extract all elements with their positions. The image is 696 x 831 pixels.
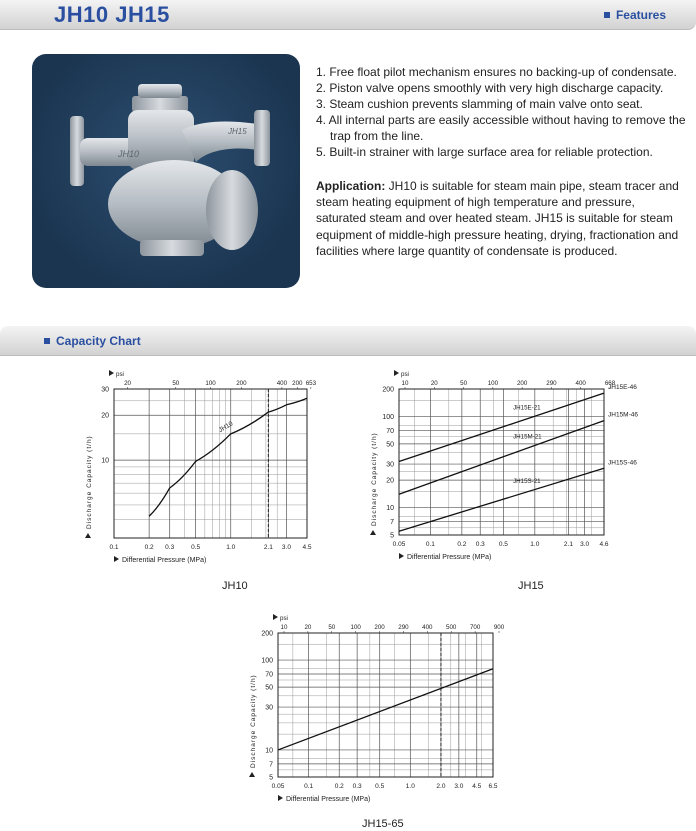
square-bullet-icon bbox=[604, 12, 610, 18]
feature-item: 2. Piston valve opens smoothly with very high discharge capacity. bbox=[316, 81, 664, 95]
x-tick-label: 0.05 bbox=[392, 541, 406, 548]
psi-tick-label: 50 bbox=[172, 380, 180, 387]
psi-tick-label: 400 bbox=[575, 380, 586, 387]
y-tick-label: 5 bbox=[269, 774, 273, 782]
application-label: Application: bbox=[316, 179, 386, 193]
chart-svg bbox=[238, 609, 553, 813]
body-marking-right: JH15 bbox=[228, 127, 247, 136]
x-axis-label: Differential Pressure (MPa) bbox=[286, 796, 371, 803]
y-tick-label: 200 bbox=[382, 386, 394, 394]
x-tick-label: 3.0 bbox=[580, 541, 590, 548]
x-tick-label: 0.5 bbox=[375, 783, 385, 790]
x-tick-label: 0.1 bbox=[109, 544, 119, 551]
series-label: JH15S-46 bbox=[608, 459, 637, 467]
y-tick-label: 30 bbox=[101, 386, 109, 394]
y-tick-label: 7 bbox=[390, 519, 394, 527]
y-arrow-icon bbox=[370, 530, 376, 535]
application-paragraph bbox=[316, 178, 682, 259]
series-line bbox=[278, 669, 493, 750]
psi-tick-label: 20 bbox=[304, 624, 312, 631]
series-label: JH15E-46 bbox=[608, 384, 637, 392]
chart-caption-jh15: JH15 bbox=[518, 580, 544, 592]
steam-trap-image bbox=[32, 54, 300, 288]
x-tick-label: 6.5 bbox=[488, 783, 498, 790]
y-tick-label: 20 bbox=[386, 477, 394, 485]
x-tick-label: 0.3 bbox=[165, 544, 175, 551]
psi-tick-label: 200 bbox=[516, 380, 528, 387]
y-tick-label: 70 bbox=[265, 671, 273, 679]
features-heading-label: Features bbox=[615, 8, 666, 22]
x-axis-label: Differential Pressure (MPa) bbox=[122, 557, 207, 564]
x-tick-label: 0.3 bbox=[352, 783, 362, 790]
psi-arrow-icon bbox=[109, 370, 114, 376]
psi-tick-label: 100 bbox=[350, 624, 361, 631]
series-left-label: JH15E-21 bbox=[513, 404, 541, 412]
x-tick-label: 3.0 bbox=[454, 783, 464, 790]
psi-tick-label: 900 bbox=[493, 624, 505, 631]
x-tick-label: 4.5 bbox=[472, 783, 482, 790]
x-tick-label: 4.5 bbox=[302, 544, 312, 551]
x-axis-label: Differential Pressure (MPa) bbox=[407, 554, 492, 561]
features-list bbox=[316, 64, 694, 160]
y-tick-label: 70 bbox=[386, 428, 394, 436]
chart-caption-jh10: JH10 bbox=[222, 580, 248, 592]
y-axis-label: Discharge Capacity (t/h) bbox=[371, 432, 378, 526]
x-tick-label: 0.5 bbox=[191, 544, 201, 551]
psi-tick-label: 653 bbox=[305, 380, 317, 387]
psi-label: psi bbox=[116, 371, 124, 378]
capacity-heading-label: Capacity Chart bbox=[56, 334, 141, 348]
x-tick-label: 3.0 bbox=[281, 544, 291, 551]
psi-tick-label: 10 bbox=[280, 624, 288, 631]
y-tick-label: 100 bbox=[261, 657, 273, 665]
features-heading bbox=[604, 8, 666, 22]
x-tick-label: 2.1 bbox=[563, 541, 573, 548]
y-tick-label: 10 bbox=[101, 457, 109, 465]
x-tick-label: 0.5 bbox=[498, 541, 508, 548]
y-tick-label: 7 bbox=[269, 761, 273, 769]
y-tick-label: 50 bbox=[265, 684, 273, 692]
series-label: JH10 bbox=[217, 420, 235, 435]
psi-tick-label: 100 bbox=[487, 380, 499, 387]
jh10-chart bbox=[74, 365, 367, 574]
series-left-label: JH15S-21 bbox=[513, 477, 541, 485]
y-tick-label: 100 bbox=[382, 413, 394, 421]
chart-svg bbox=[359, 365, 664, 571]
chart-svg bbox=[74, 365, 367, 574]
psi-tick-label: 200 bbox=[374, 624, 385, 631]
psi-arrow-icon bbox=[394, 370, 399, 376]
psi-tick-label: 100 bbox=[205, 380, 216, 387]
application-text: JH10 is suitable for steam main pipe, steam tracer and steam heating equipment of high temperature and pressure, saturated steam and over heated steam. JH15 is suitable for steam equipment of middle-high pressure heating, drying, fractionation and facilities where large quantity of condensate is produced. bbox=[316, 179, 679, 258]
y-tick-label: 50 bbox=[386, 441, 394, 449]
body-marking-left: JH10 bbox=[118, 149, 140, 159]
y-tick-label: 5 bbox=[390, 532, 394, 540]
psi-tick-label: 200 bbox=[292, 380, 303, 387]
psi-tick-label: 20 bbox=[430, 380, 438, 387]
product-photo bbox=[32, 54, 300, 288]
square-bullet-icon bbox=[44, 338, 50, 344]
feature-item: 1. Free float pilot mechanism ensures no backing-up of condensate. bbox=[316, 65, 677, 79]
x-arrow-icon bbox=[114, 556, 119, 562]
psi-arrow-icon bbox=[273, 614, 278, 620]
y-arrow-icon bbox=[249, 772, 255, 777]
psi-label: psi bbox=[401, 371, 409, 378]
plot-frame bbox=[399, 389, 604, 535]
y-tick-label: 30 bbox=[265, 704, 273, 712]
series-left-label: JH15M-21 bbox=[513, 433, 542, 441]
x-tick-label: 0.2 bbox=[457, 541, 467, 548]
psi-tick-label: 20 bbox=[124, 380, 131, 387]
x-arrow-icon bbox=[399, 553, 404, 559]
x-tick-label: 2.0 bbox=[436, 783, 446, 790]
psi-tick-label: 50 bbox=[328, 624, 336, 631]
jh15-chart bbox=[359, 365, 664, 571]
x-tick-label: 0.2 bbox=[334, 783, 344, 790]
psi-tick-label: 668 bbox=[604, 380, 616, 387]
x-tick-label: 0.2 bbox=[144, 544, 154, 551]
plot-area bbox=[370, 370, 638, 561]
series-label: JH15M-46 bbox=[608, 411, 638, 419]
psi-tick-label: 500 bbox=[446, 624, 457, 631]
x-tick-label: 0.3 bbox=[475, 541, 485, 548]
y-axis-label: Discharge Capacity (t/h) bbox=[86, 435, 93, 529]
page-title: JH10 JH15 bbox=[54, 2, 170, 27]
feature-item: 4. All internal parts are easily accessible without having to remove the trap from the line. bbox=[316, 113, 686, 143]
jh15-65-chart bbox=[238, 609, 553, 813]
feature-item: 3. Steam cushion prevents slamming of main valve onto seat. bbox=[316, 97, 643, 111]
y-tick-label: 20 bbox=[101, 412, 109, 420]
y-arrow-icon bbox=[85, 533, 91, 538]
series-line bbox=[149, 398, 307, 516]
x-tick-label: 2.1 bbox=[263, 544, 273, 551]
psi-tick-label: 50 bbox=[460, 380, 468, 387]
psi-tick-label: 290 bbox=[546, 380, 557, 387]
y-tick-label: 30 bbox=[386, 461, 394, 469]
y-tick-label: 200 bbox=[261, 630, 273, 638]
x-tick-label: 1.0 bbox=[405, 783, 415, 790]
plot-frame bbox=[114, 389, 307, 538]
x-arrow-icon bbox=[278, 795, 283, 801]
capacity-heading bbox=[44, 334, 141, 348]
y-tick-label: 10 bbox=[386, 505, 394, 513]
series-line bbox=[399, 393, 604, 461]
x-tick-label: 1.0 bbox=[530, 541, 540, 548]
x-tick-label: 1.0 bbox=[226, 544, 236, 551]
plot-area bbox=[249, 614, 505, 803]
psi-tick-label: 10 bbox=[401, 380, 409, 387]
series-line bbox=[399, 421, 604, 495]
psi-tick-label: 400 bbox=[276, 380, 288, 387]
x-tick-label: 0.1 bbox=[425, 541, 435, 548]
y-axis-label: Discharge Capacity (t/h) bbox=[250, 674, 257, 768]
x-tick-label: 0.05 bbox=[271, 783, 285, 790]
psi-tick-label: 290 bbox=[398, 624, 409, 631]
psi-label: psi bbox=[280, 615, 288, 622]
psi-tick-label: 200 bbox=[236, 380, 247, 387]
plot-area bbox=[85, 370, 317, 564]
psi-tick-label: 700 bbox=[469, 624, 481, 631]
x-tick-label: 4.6 bbox=[599, 541, 609, 548]
feature-item: 5. Built-in strainer with large surface area for reliable protection. bbox=[316, 145, 653, 159]
y-tick-label: 10 bbox=[265, 747, 273, 755]
x-tick-label: 0.1 bbox=[304, 783, 314, 790]
psi-tick-label: 400 bbox=[422, 624, 433, 631]
plot-frame bbox=[278, 633, 493, 777]
chart-caption-jh15-65: JH15-65 bbox=[362, 818, 404, 830]
